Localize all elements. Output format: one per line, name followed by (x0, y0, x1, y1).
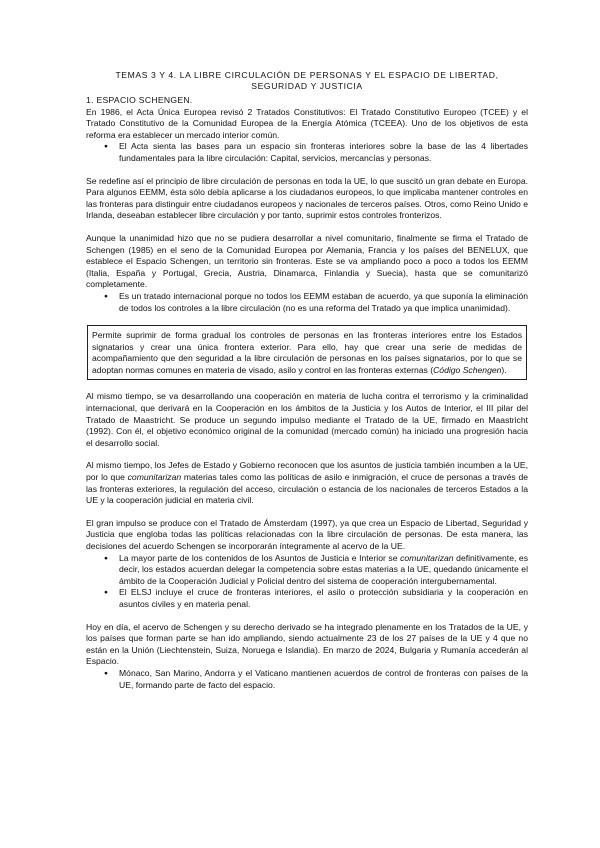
bullet-item: ● El Acta sienta las bases para un espacio sin fronteras interiores sobre la base de las 4 libertades fundamentales para la libre circulación: Capital, servicios, mercancías y personas. (119, 141, 528, 164)
bullet-item: ● Mónaco, San Marino, Andorra y el Vaticano mantienen acuerdos de control de fronteras con países de la UE, formando parte de facto del espacio. (119, 668, 528, 691)
box-text-end: ). (501, 364, 507, 375)
bullet-list (86, 141, 528, 164)
text-span: definitivamente, es decir, los estados acuerdan delegar la competencia sobre estas materias a la UE, quedando únicamente el ámbito de la Cooperación Judicial y Policial dentro del sistema de cooperación intergubernamental. (119, 552, 529, 586)
section-heading: 1. ESPACIO SCHENGEN. (86, 95, 193, 105)
text-span: materias tales como las políticas de asilo e inmigración, el cruce de personas a través de las fronteras exteriores, la regulación del acceso, circulación o estancia de los nacionales de terceros Estados a la UE y la cooperación judicial en materia civil. (86, 472, 528, 506)
bullet-list (86, 291, 528, 314)
box-italic-text: Código Schengen (433, 364, 502, 375)
bullet-list (86, 553, 528, 611)
highlight-box (87, 325, 527, 380)
paragraph-libre-circulacion: Se redefine así el principio de libre circulación de personas en toda la UE, lo que suscitó un gran debate en Europa. Para algunos EEMM, ésta sólo debía aplicarse a los ciudadanos europeos, lo que implicaba mantener controles en las fronteras para distinguir entre ciudadanos europeos y nacionales de terceros países. Otros, como Reino Unido e Irlanda, deseaban establecer libre circulación y por tanto, suprimir estos controles fronterizos. (86, 175, 528, 221)
text-span: Al mismo tiempo, los Jefes de Estado y Gobierno reconocen que los asuntos de justicia también incumben a la UE, por lo que (86, 460, 528, 483)
bullet-item (119, 553, 528, 588)
bullet-list (86, 668, 528, 691)
paragraph-tratado-schengen: Aunque la unanimidad hizo que no se pudiera desarrollar a nivel comunitario, finalmente se firma el Tratado de Schengen (1985) en el seno de la Comunidad Europea por Alemania, Francia y los países del BENELUX, que establece el Espacio Schengen, un territorio sin fronteras. Este se va ampliando poco a poco a todos los EEMM (Italia, España y Portugal, Grecia, Austria, Dinamarca, Finlandia y Suecia), hasta que se comunitarizó completamente. (86, 232, 528, 290)
document-title: TEMAS 3 Y 4. LA LIBRE CIRCULACIÓN DE PERSONAS Y EL ESPACIO DE LIBERTAD, SEGURIDAD Y JUSTICIA (115, 70, 499, 91)
bullet-item: ● Es un tratado internacional porque no todos los EEMM estaban de acuerdo, ya que suponía la eliminación de todos los controles a la libre circulación (no es una reforma del Tratado ya que implica unanimidad). (119, 291, 528, 314)
text-span: La mayor parte de los contenidos de los Asuntos de Justicia e Interior se (119, 552, 401, 563)
paragraph-acta-unica: En 1986, el Acta Única Europea revisó 2 Tratados Constitutivos: El Tratado Constitutivo Europeo (TCEE) y el Tratado Constitutivo de la Comunidad Europea de la Energía Atómica (TCEEA). Uno de los objetivos de esta reforma era establecer un mercado interior común. (86, 106, 528, 140)
box-paragraph (92, 330, 522, 376)
paragraph-hoy-en-dia: Hoy en día, el acervo de Schengen y su derecho derivado se ha integrado plenamente en los Tratados de la UE, y los países que forman parte se han ido ampliando, siendo actualmente 23 de los 27 países de la UE y 4 que no están en la Unión (Liechtenstein, Suiza, Noruega e Islandia). En marzo de 2024, Bulgaria y Rumanía accederán al Espacio. (86, 621, 528, 667)
paragraph-maastricht: Al mismo tiempo, se va desarrollando una cooperación en materia de lucha contra el terrorismo y la criminalidad internacional, que derivará en la Cooperación en los ámbitos de la Justicia y los Autos de Interior, el III pilar del Tratado de Maastricht. Se produce un segundo impulso mediante el Tratado de la UE, firmado en Maastricht (1992). Con él, el objetivo económico original de la comunidad (mercado común) ha iniciado una progresión hacia el desarrollo social. (86, 391, 528, 448)
italic-span: comunitarizan (127, 472, 182, 483)
box-text: Permite suprimir de forma gradual los controles de personas en las fronteras interiores entre los Estados signatarios y crear una única frontera exterior. Para ello, hay que crear una serie de medidas de acompañamiento que den seguridad a la libre circulación de personas en los países signatarios, por lo que se adoptan normas comunes en materia de visado, asilo y control en las fronteras externas ( (92, 330, 522, 375)
bullet-item: ● El ELSJ incluye el cruce de fronteras interiores, el asilo o protección subsidiaria y la cooperación en asuntos civiles y en materia penal. (119, 587, 528, 610)
paragraph-jefes-estado (86, 460, 528, 506)
paragraph-amsterdam: El gran impulso se produce con el Tratado de Ámsterdam (1997), ya que crea un Espacio de Libertad, Seguridad y Justicia que engloba todas las políticas relacionadas con la libre circulación de personas. De esta manera, las decisiones del acuerdo Schengen se incorporarán íntegramente al acervo de la UE. (86, 517, 528, 551)
italic-span: comunitarizan (400, 552, 454, 563)
